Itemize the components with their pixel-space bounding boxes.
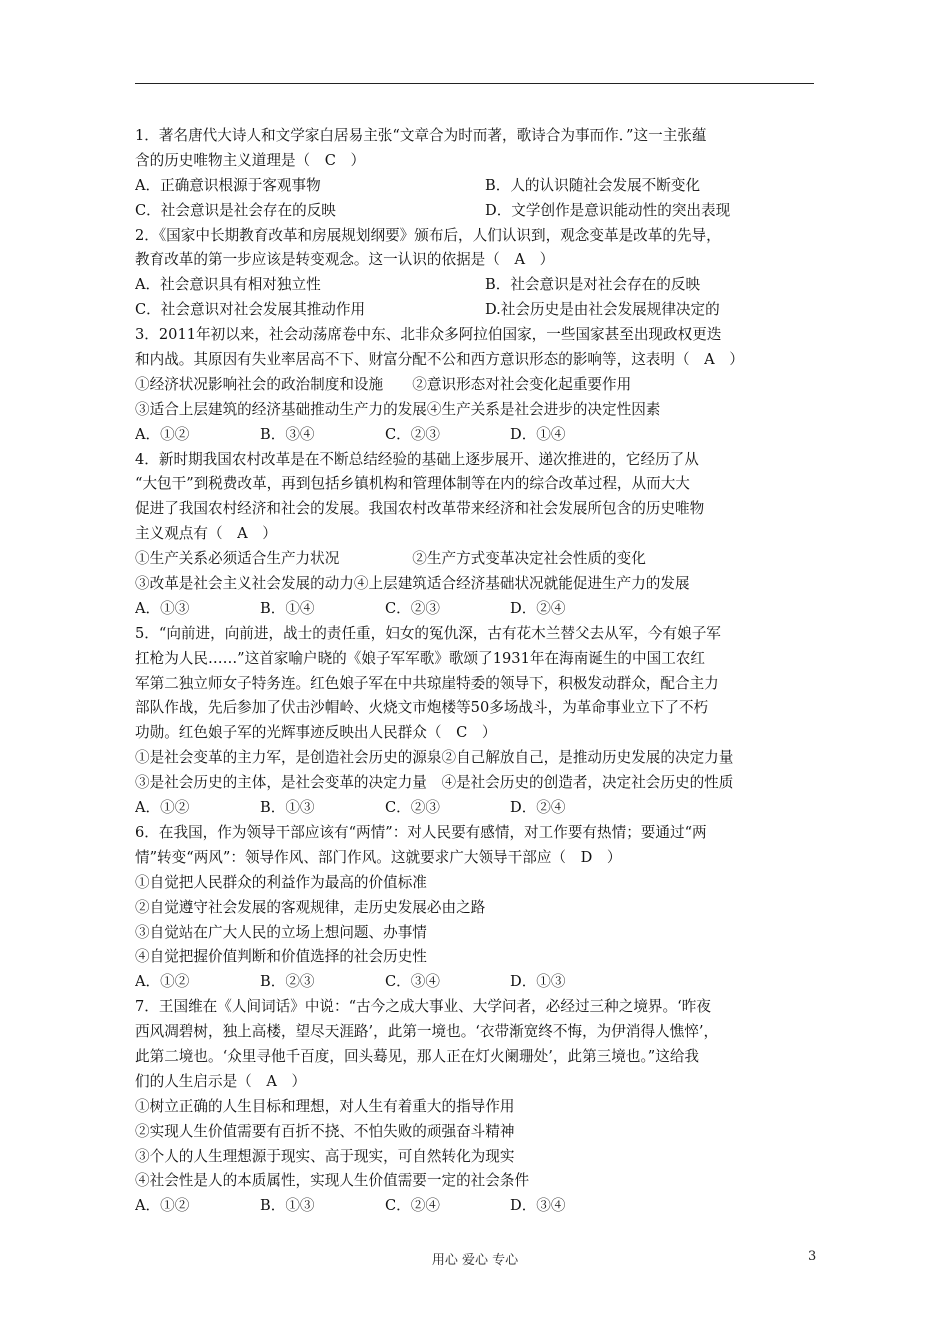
question-stem: 含的历史唯物主义道理是（ C ） <box>135 151 366 169</box>
option-c: C．②③ <box>385 599 440 617</box>
option-b: B．③④ <box>260 425 315 443</box>
question-stem: 扛枪为人民……”这首家喻户晓的《娘子军军歌》歌颂了1931年在海南诞生的中国工农红 <box>135 649 705 667</box>
option-c: C．②③ <box>385 425 440 443</box>
option-b: B．社会意识是对社会存在的反映 <box>485 276 701 294</box>
question-1 <box>135 124 815 224</box>
statement-item: ④自觉把握价值判断和价值选择的社会历史性 <box>135 948 427 966</box>
question-stem: 军第二独立师女子特务连。红色娘子军在中共琼崖特委的领导下，积极发动群众，配合主力 <box>135 674 719 692</box>
options-row <box>135 597 815 622</box>
question-stem: 部队作战，先后参加了伏击沙帽岭、火烧文市炮楼等50多场战斗，为革命事业立下了不朽 <box>135 699 709 717</box>
options-row <box>135 174 815 199</box>
question-stem: 2．《国家中长期教育改革和房展规划纲要》颁布后，人们认识到，观念变革是改革的先导， <box>135 226 721 244</box>
footer-motto: 用心 爱心 专心 <box>431 1253 519 1268</box>
question-stem: 主义观点有（ A ） <box>135 525 277 543</box>
question-stem: 们的人生启示是（ A ） <box>135 1072 307 1090</box>
option-c: C．③④ <box>385 973 440 991</box>
option-c: C．②③ <box>385 799 440 817</box>
option-c: C．社会意识是社会存在的反映 <box>135 201 336 219</box>
question-stem: 此第二境也。‘众里寻他千百度，回头蓦见，那人正在灯火阑珊处’，此第三境也。”这给我 <box>135 1047 700 1065</box>
option-b: B．①③ <box>260 1197 315 1215</box>
option-a: A．①② <box>135 425 190 443</box>
statement-item: ②自觉遵守社会发展的客观规律，走历史发展必由之路 <box>135 898 486 916</box>
statement-item: ③自觉站在广大人民的立场上想问题、办事情 <box>135 923 427 941</box>
option-c: C．社会意识对社会发展其推动作用 <box>135 301 366 319</box>
question-3 <box>135 323 815 447</box>
option-a: A．①② <box>135 799 190 817</box>
option-d: D.社会历史是由社会发展规律决定的 <box>485 301 720 319</box>
options-row <box>135 199 815 224</box>
option-d: D．③④ <box>510 1197 566 1215</box>
option-a: A．①② <box>135 1197 190 1215</box>
page-number: 3 <box>808 1249 817 1264</box>
option-b: B．②③ <box>260 973 315 991</box>
options-row <box>135 423 815 448</box>
question-stem: 6．在我国，作为领导干部应该有“两情”：对人民要有感情，对工作要有热情；要通过“两 <box>135 823 707 841</box>
option-a: A．①② <box>135 973 190 991</box>
options-row <box>135 970 815 995</box>
options-row <box>135 273 815 298</box>
option-d: D．文学创作是意识能动性的突出表现 <box>485 201 731 219</box>
statement-item: ①是社会变革的主力军，是创造社会历史的源泉②自己解放自己，是推动历史发展的决定力量 <box>135 749 734 767</box>
question-stem: 7．王国维在《人间词话》中说：“古今之成大事业、大学问者，必经过三种之境界。‘昨夜 <box>135 998 711 1016</box>
option-d: D．①④ <box>510 425 566 443</box>
question-stem: 促进了我国农村经济和社会的发展。我国农村改革带来经济和社会发展所包含的历史唯物 <box>135 500 705 518</box>
statement-item: ③改革是社会主义社会发展的动力④上层建筑适合经济基础状况就能促进生产力的发展 <box>135 575 690 593</box>
options-row <box>135 298 815 323</box>
option-a: A．正确意识根源于客观事物 <box>135 176 321 194</box>
option-a: A．①③ <box>135 599 190 617</box>
option-b: B．人的认识随社会发展不断变化 <box>485 176 701 194</box>
question-stem: 5．“向前进，向前进，战士的责任重，妇女的冤仇深，古有花木兰替父去从军，今有娘子军 <box>135 624 721 642</box>
statement-item: ①经济状况影响社会的政治制度和设施 ②意识形态对社会变化起重要作用 <box>135 375 632 393</box>
question-4 <box>135 448 815 622</box>
question-6 <box>135 821 815 995</box>
question-stem: 教育改革的第一步应该是转变观念。这一认识的依据是（ A ） <box>135 251 555 269</box>
question-2 <box>135 224 815 324</box>
statement-item: ③是社会历史的主体，是社会变革的决定力量 ④是社会历史的创造者，决定社会历史的性质 <box>135 774 734 792</box>
question-stem: “大包干”到税费改革，再到包括乡镇机构和管理体制等在内的综合改革过程，从而大大 <box>135 475 690 493</box>
option-d: D．②④ <box>510 799 566 817</box>
option-a: A．社会意识具有相对独立性 <box>135 276 321 294</box>
statement-item: ①自觉把人民群众的利益作为最高的价值标准 <box>135 873 427 891</box>
question-list <box>135 124 815 1219</box>
statement-item: ④社会性是人的本质属性，实现人生价值需要一定的社会条件 <box>135 1172 530 1190</box>
question-stem: 3．2011年初以来，社会动荡席卷中东、北非众多阿拉伯国家，一些国家甚至出现政权更迭 <box>135 326 722 344</box>
question-5 <box>135 622 815 821</box>
option-d: D．②④ <box>510 599 566 617</box>
statement-item: ①生产关系必须适合生产力状况 ②生产方式变革决定社会性质的变化 <box>135 550 646 568</box>
statement-item: ①树立正确的人生目标和理想，对人生有着重大的指导作用 <box>135 1097 515 1115</box>
statement-item: ③个人的人生理想源于现实、高于现实，可自然转化为现实 <box>135 1147 515 1165</box>
option-b: B．①④ <box>260 599 315 617</box>
statement-item: ③适合上层建筑的经济基础推动生产力的发展④生产关系是社会进步的决定性因素 <box>135 400 661 418</box>
question-stem: 情”转变“两风”：领导作风、部门作风。这就要求广大领导干部应（ D ） <box>135 848 622 866</box>
question-stem: 功勋。红色娘子军的光辉事迹反映出人民群众（ C ） <box>135 724 497 742</box>
question-7 <box>135 995 815 1219</box>
option-c: C．②④ <box>385 1197 440 1215</box>
question-stem: 1．著名唐代大诗人和文学家白居易主张“文章合为时而著，歌诗合为事而作．”这一主张蕴 <box>135 127 707 144</box>
question-stem: 西风凋碧树，独上高楼，望尽天涯路’，此第一境也。‘衣带渐宽终不悔，为伊消得人憔悴’， <box>135 1023 719 1041</box>
option-d: D．①③ <box>510 973 566 991</box>
statement-item: ②实现人生价值需要有百折不挠、不怕失败的顽强奋斗精神 <box>135 1122 515 1140</box>
option-b: B．①③ <box>260 799 315 817</box>
options-row <box>135 796 815 821</box>
options-row <box>135 1194 815 1219</box>
header-rule <box>135 83 814 84</box>
question-stem: 和内战。其原因有失业率居高不下、财富分配不公和西方意识形态的影响等，这表明（ A ） <box>135 351 744 369</box>
question-stem: 4．新时期我国农村改革是在不断总结经验的基础上逐步展开、递次推进的，它经历了从 <box>135 450 699 468</box>
